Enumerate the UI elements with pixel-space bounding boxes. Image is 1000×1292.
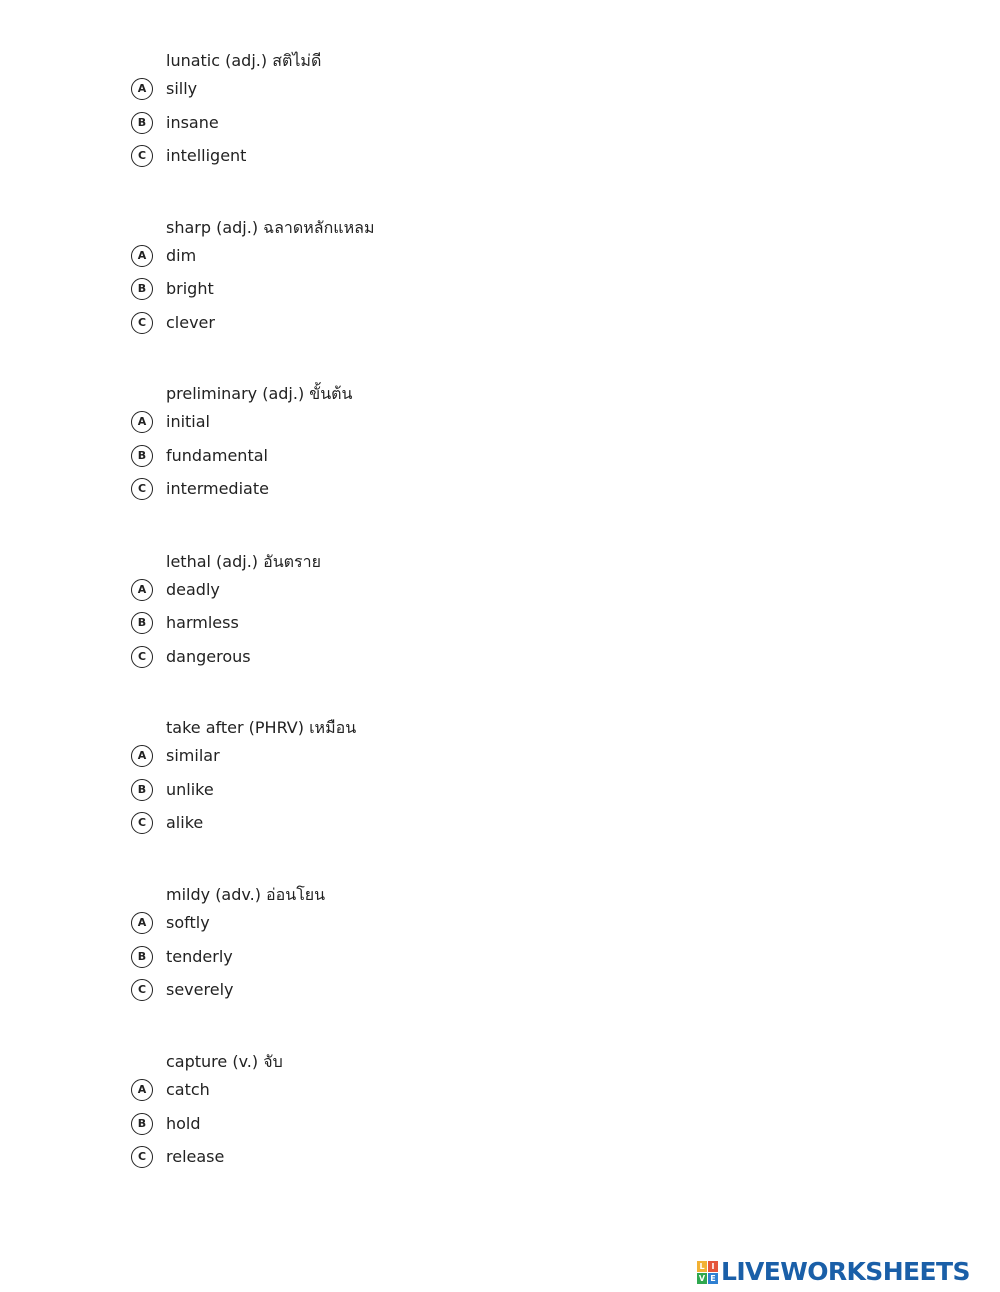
question-header xyxy=(0,715,700,745)
question-prompt: mildy (adv.) อ่อนโยน xyxy=(166,885,326,904)
option-label[interactable]: hold xyxy=(166,1113,201,1133)
option-c[interactable] xyxy=(0,312,700,346)
option-b[interactable] xyxy=(0,946,700,980)
logo-block-e: E xyxy=(708,1273,718,1284)
option-a-radio[interactable]: A xyxy=(131,579,153,601)
option-label[interactable]: alike xyxy=(166,813,204,832)
option-b-radio[interactable]: B xyxy=(131,112,153,134)
option-a-radio[interactable]: A xyxy=(131,1079,153,1101)
question-prompt: sharp (adj.) ฉลาดหลักแหลม xyxy=(166,217,375,237)
option-label[interactable]: intelligent xyxy=(166,146,247,165)
question-11 xyxy=(0,715,700,846)
option-b-radio[interactable]: B xyxy=(131,1113,153,1135)
question-header xyxy=(0,1049,700,1079)
option-c-radio[interactable]: C xyxy=(131,979,153,1001)
question-13 xyxy=(0,1049,700,1180)
option-a-radio[interactable]: A xyxy=(131,245,153,267)
option-a[interactable] xyxy=(0,1079,700,1113)
question-header xyxy=(0,48,700,78)
option-b-radio[interactable]: B xyxy=(131,445,153,467)
question-8 xyxy=(0,215,700,346)
option-label[interactable]: fundamental xyxy=(166,445,268,465)
option-a[interactable] xyxy=(0,745,700,779)
option-a[interactable] xyxy=(0,411,700,445)
option-b-radio[interactable]: B xyxy=(131,278,153,300)
option-c[interactable] xyxy=(0,145,700,179)
question-header xyxy=(0,549,700,579)
option-b[interactable] xyxy=(0,445,700,479)
option-label[interactable]: release xyxy=(166,1147,225,1166)
option-a-radio[interactable]: A xyxy=(131,411,153,433)
question-prompt: capture (v.) จับ xyxy=(166,1052,283,1071)
question-prompt: lethal (adj.) อันตราย xyxy=(166,551,321,571)
option-a[interactable] xyxy=(0,912,700,946)
option-b-radio[interactable]: B xyxy=(131,779,153,801)
logo-text: LIVEWORKSHEETS xyxy=(721,1257,970,1286)
question-10 xyxy=(0,549,700,680)
option-label[interactable]: unlike xyxy=(166,779,214,799)
option-a-radio[interactable]: A xyxy=(131,745,153,767)
option-label[interactable]: deadly xyxy=(166,579,220,599)
option-c-radio[interactable]: C xyxy=(131,812,153,834)
option-c-radio[interactable]: C xyxy=(131,145,153,167)
option-b[interactable] xyxy=(0,112,700,146)
option-label[interactable]: clever xyxy=(166,312,215,332)
option-c-radio[interactable]: C xyxy=(131,478,153,500)
option-c-radio[interactable]: C xyxy=(131,312,153,334)
question-prompt: take after (PHRV) เหมือน xyxy=(166,718,357,737)
option-b[interactable] xyxy=(0,1113,700,1147)
logo-block-l: L xyxy=(697,1261,707,1272)
option-c[interactable] xyxy=(0,478,700,512)
logo-block-i: I xyxy=(708,1261,718,1272)
question-prompt: preliminary (adj.) ขั้นต้น xyxy=(166,384,353,403)
question-7 xyxy=(0,48,700,179)
option-label[interactable]: catch xyxy=(166,1080,210,1099)
option-c[interactable] xyxy=(0,812,700,846)
option-a[interactable] xyxy=(0,245,700,279)
option-b[interactable] xyxy=(0,278,700,312)
liveworksheets-logo xyxy=(697,1258,970,1286)
option-label[interactable]: similar xyxy=(166,746,220,765)
question-header xyxy=(0,381,700,411)
option-label[interactable]: intermediate xyxy=(166,479,269,498)
option-c[interactable] xyxy=(0,979,700,1013)
option-b-radio[interactable]: B xyxy=(131,946,153,968)
option-label[interactable]: severely xyxy=(166,980,234,999)
question-header xyxy=(0,882,700,912)
option-c[interactable] xyxy=(0,1146,700,1180)
question-9 xyxy=(0,381,700,512)
option-label[interactable]: bright xyxy=(166,279,214,298)
option-label[interactable]: insane xyxy=(166,112,219,132)
option-b[interactable] xyxy=(0,779,700,813)
option-c-radio[interactable]: C xyxy=(131,646,153,668)
question-prompt: lunatic (adj.) สติไม่ดี xyxy=(166,51,322,70)
option-label[interactable]: initial xyxy=(166,412,210,431)
option-a[interactable] xyxy=(0,78,700,112)
question-12 xyxy=(0,882,700,1013)
option-label[interactable]: softly xyxy=(166,913,210,932)
option-b-radio[interactable]: B xyxy=(131,612,153,634)
option-a-radio[interactable]: A xyxy=(131,912,153,934)
option-b[interactable] xyxy=(0,612,700,646)
option-a[interactable] xyxy=(0,579,700,613)
option-label[interactable]: dangerous xyxy=(166,646,251,666)
option-label[interactable]: tenderly xyxy=(166,946,233,966)
option-c[interactable] xyxy=(0,646,700,680)
option-label[interactable]: silly xyxy=(166,79,198,98)
logo-blocks-icon xyxy=(697,1261,718,1284)
option-label[interactable]: dim xyxy=(166,245,197,265)
option-a-radio[interactable]: A xyxy=(131,78,153,100)
option-c-radio[interactable]: C xyxy=(131,1146,153,1168)
question-header xyxy=(0,215,700,245)
option-label[interactable]: harmless xyxy=(166,613,239,632)
logo-block-v: V xyxy=(698,1273,706,1283)
